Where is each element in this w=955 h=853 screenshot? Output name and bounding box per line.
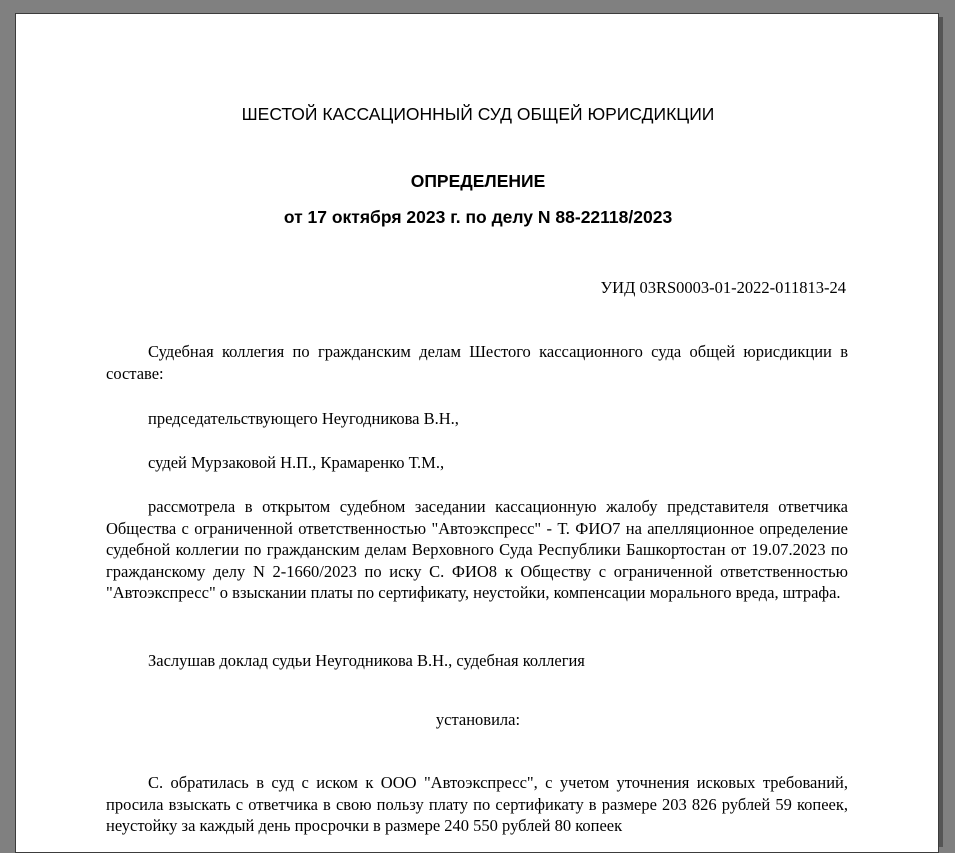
document-page bbox=[15, 13, 939, 853]
uid-line: УИД 03RS0003-01-2022-011813-24 bbox=[600, 278, 846, 297]
court-name: ШЕСТОЙ КАССАЦИОННЫЙ СУД ОБЩЕЙ ЮРИСДИКЦИИ bbox=[241, 104, 715, 124]
document-type: ОПРЕДЕЛЕНИЕ bbox=[410, 171, 546, 191]
paragraph-presiding bbox=[106, 408, 848, 430]
paragraph-text: рассмотрела в открытом судебном заседании кассационную жалобу представителя ответчика Общества с ограниченной ответственностью "Автоэкспресс" - Т. ФИО7 на апелляционное определение судебной коллегии по гражданским делам Верховного Суда Республики Башкортостан от 19.07.2023 по гражданскому делу N 2-1660/2023 по иску С. ФИО8 к Обществу с ограниченной ответственностью "Автоэкспресс" о взыскании платы по сертификату, неустойки, компенсации морального вреда, штрафа. bbox=[106, 497, 848, 602]
paragraph-claim bbox=[106, 772, 848, 837]
paragraph-text: председательствующего Неугодникова В.Н., bbox=[148, 409, 459, 428]
paragraph-text: Заслушав доклад судьи Неугодникова В.Н., судебная коллегия bbox=[148, 651, 585, 670]
paragraph-considered bbox=[106, 496, 848, 604]
paragraph-judges bbox=[106, 452, 848, 474]
paragraph-text: С. обратилась в суд с иском к ООО "Автоэкспресс", с учетом уточнения исковых требований, просила взыскать с ответчика в свою пользу плату по сертификату в размере 203 826 рублей 59 копеек, неустойку за каждый день просрочки в размере 240 550 рублей 80 копеек bbox=[106, 773, 848, 835]
established-heading: установила: bbox=[435, 710, 521, 729]
paragraph-text: Судебная коллегия по гражданским делам Шестого кассационного суда общей юрисдикции в составе: bbox=[106, 342, 848, 383]
page-shadow bbox=[939, 17, 943, 847]
paragraph-text: судей Мурзаковой Н.П., Крамаренко Т.М., bbox=[148, 453, 445, 472]
paragraph-composition bbox=[106, 341, 848, 384]
paragraph-report bbox=[106, 650, 848, 672]
document-date-number: от 17 октября 2023 г. по делу N 88-22118/2023 bbox=[283, 207, 673, 227]
